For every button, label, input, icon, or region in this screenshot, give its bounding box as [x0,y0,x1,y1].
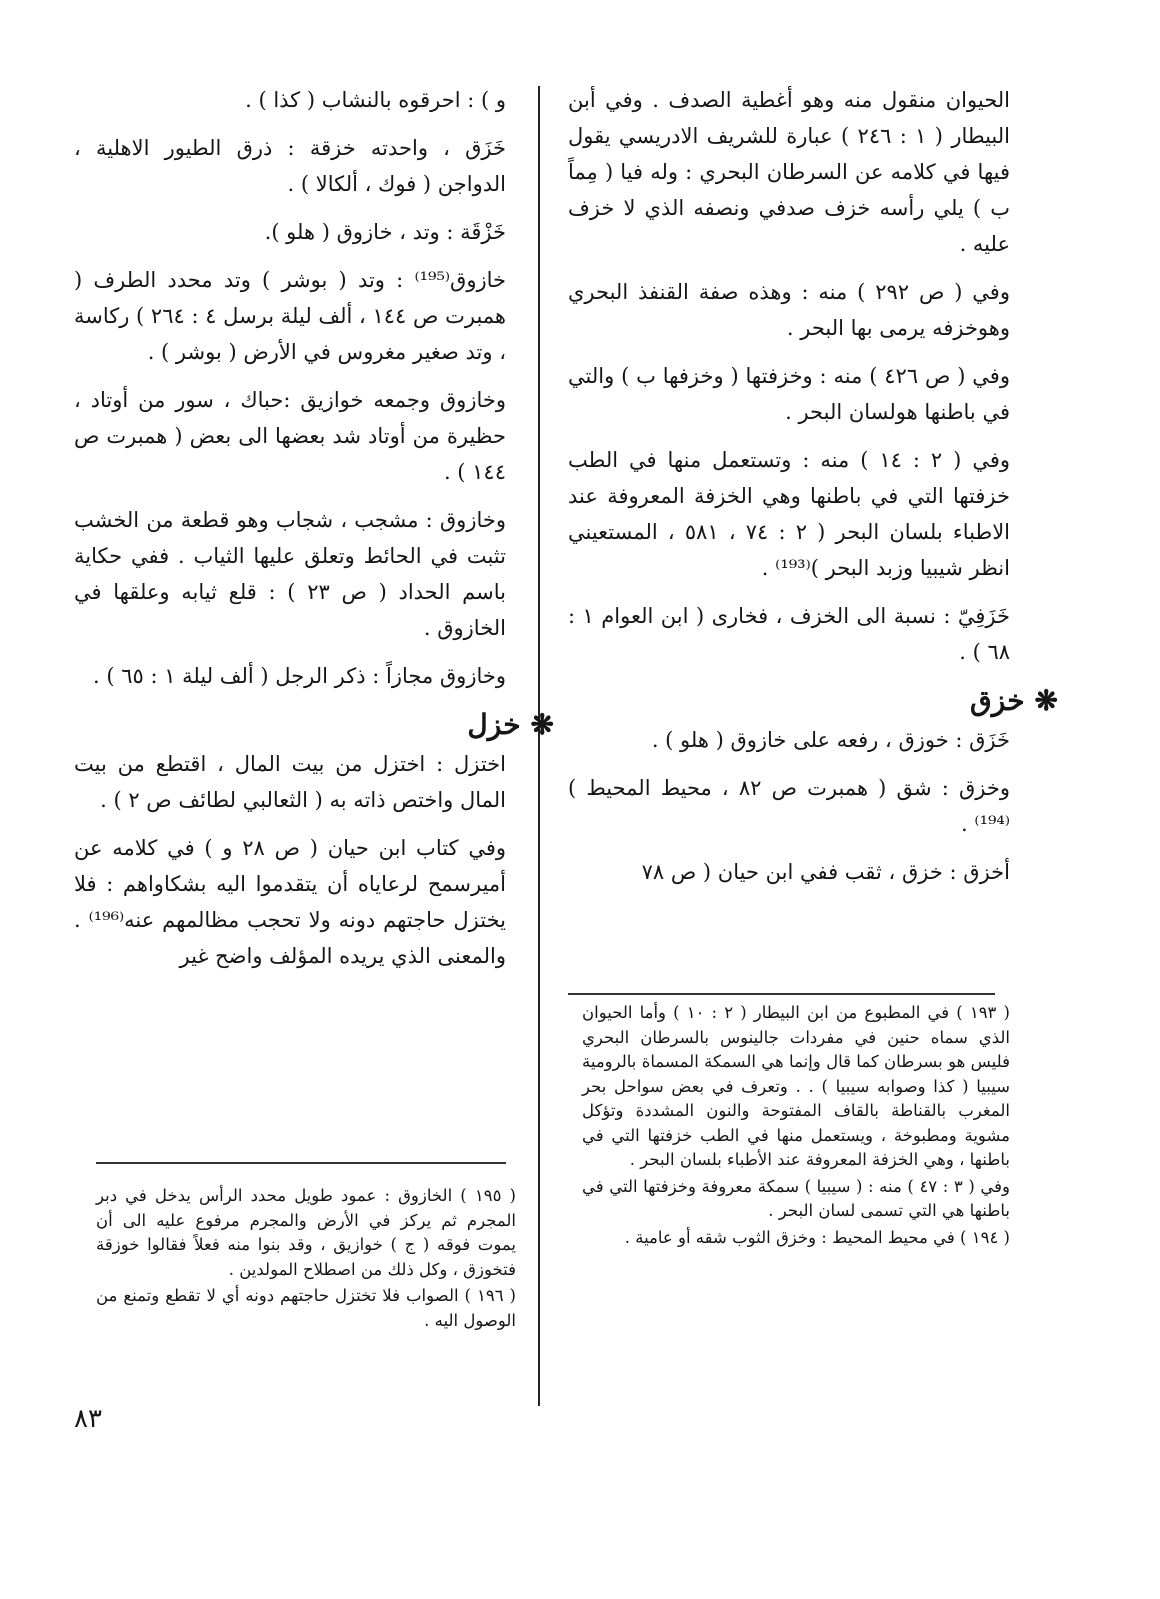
paragraph: خَزَق : خوزق ، رفعه على خازوق ( هلو ) . [651,728,1010,752]
page-number: ٨٣ [74,1404,102,1434]
footnote: ( ١٩٤ ) في محيط المحيط : وخزق الثوب شقه أو عامية . [624,1227,1010,1247]
right-column [568,82,1058,902]
star-ornament-icon: ❋ [1034,684,1058,717]
footnote-rule [568,993,995,995]
paragraph: الحيوان منقول منه وهو أغطية الصدف . وفي أبن البيطار ( ١ : ٢٤٦ ) عبارة للشريف الادريسي يقول فيها في كلامه عن السرطان البحري : وله فيا ( مِماً ب ) يلي رأسه خزف صدفي ونصفه الذي لا خزف عليه . [568,88,1010,256]
paragraph: اختزل : اختزل من بيت المال ، اقتطع من بيت المال واختص ذاته به ( الثعالبي لطائف ص ٢ ) . [74,752,506,812]
column-divider [538,86,540,1406]
paragraph: وخازوق وجمعه خوازيق :حباك ، سور من أوتاد ، حظيرة من أوتاد شد بعضها الى بعض ( همبرت ص ١٤٤ ) . [74,388,506,484]
footnote: ( ١٩٥ ) الخازوق : عمود طويل محدد الرأس يدخل في دبر المجرم ثم يركز في الأرض والمجرم مرفوع عليه الى أن يموت فوقه ( ج ) خوازيق ، وقد بنوا منه فعلاً فقالوا خوزقة فتخوزق ، وكل ذلك من اصطلاح المولدين . [96,1186,516,1279]
footnotes-right [582,1001,1010,1252]
paragraph: خازوق⁽¹⁹⁵⁾ : وتد ( بوشر ) وتد محدد الطرف ( همبرت ص ١٤٤ ، ألف ليلة برسل ٤ : ٢٦٤ ) ركاسة ، وتد صغير مغروس في الأرض ( بوشر ) . [73,268,506,364]
paragraph: و ) : احرقوه بالنشاب ( كذا ) . [245,88,506,112]
paragraph: وفي ( ٢ : ١٤ ) منه : وتستعمل منها في الطب خزفتها التي في باطنها وهي الخزفة المعروفة عند الاطباء بلسان البحر ( ٢ : ٧٤ ، ٥٨١ ، المستعيني انظر شيبيا وزبد البحر )⁽¹⁹³⁾ . [568,448,1011,580]
paragraph: وخازوق : مشجب ، شجاب وهو قطعة من الخشب تثبت في الحائط وتعلق عليها الثياب . ففي حكاية باسم الحداد ( ص ٢٣ ) : قلع ثيابه وعلقها في الخازوق . [74,508,506,640]
paragraph: خَزْقَة : وتد ، خازوق ( هلو ). [264,220,506,244]
left-column [73,82,554,986]
footnote: ( ١٩٣ ) في المطبوع من ابن البيطار ( ٢ : ١٠ ) وأما الحيوان الذي سماه حنين في مفردات جالينوس بالسرطان البحري فليس هو بسرطان كما قال وإنما هي السمكة المسماة بالرومية سيبيا ( كذا وصوابه سيبيا ) . . وتعرف في بعض سواحل بحر المغرب بالقناطة بالقاف المفتوحة والنون المشددة وتؤكل مشوية ومطبوخة ، ويستعمل منها في الطب خزفتها التي في باطنها ، وهي الخزفة المعروفة عند الأطباء بلسان البحر . [582,1003,1010,1169]
entry-heading-label: خزق [970,684,1025,717]
paragraph: وخزق : شق ( همبرت ص ٨٢ ، محيط المحيط )⁽¹⁹⁴⁾ . [568,776,1011,836]
footnote-rule [96,1162,506,1164]
footnote: وفي ( ٣ : ٤٧ ) منه : ( سيبيا ) سمكة معروفة وخزفتها التي في باطنها هي التي تسمى لسان البحر . [582,1176,1010,1220]
paragraph: وخازوق مجازاً : ذكر الرجل ( ألف ليلة ١ : ٦٥ ) . [92,664,506,688]
paragraph: خَزَفِيّ : نسبة الى الخزف ، فخارى ( ابن العوام ١ : ٦٨ ) . [568,604,1010,664]
footnote: ( ١٩٦ ) الصواب فلا تختزل حاجتهم دونه أي لا تقطع وتمنع من الوصول اليه . [96,1286,516,1330]
paragraph: وفي ( ص ٤٢٦ ) منه : وخزفتها ( وخزفها ب ) والتي في باطنها هولسان البحر . [568,364,1010,424]
entry-heading [74,706,554,744]
entry-heading [568,682,1058,720]
paragraph: أخزق : خزق ، ثقب ففي ابن حيان ( ص ٧٨ [641,860,1010,884]
entry-heading-label: خزل [467,708,521,741]
paragraph: وفي كتاب ابن حيان ( ص ٢٨ و ) في كلامه عن أميرسمح لرعاياه أن يتقدموا اليه بشكاواهم : فلا يختزل حاجتهم دونه ولا تحجب مظالمهم عنه⁽¹⁹⁶⁾ . والمعنى الذي يريده المؤلف واضح غير [74,836,506,968]
footnotes-left [96,1184,516,1335]
paragraph: خَزَق ، واحدته خزقة : ذرق الطيور الاهلية ، الدواجن ( فوك ، ألكالا ) . [74,136,506,196]
paragraph: وفي ( ص ٢٩٢ ) منه : وهذه صفة القنفذ البحري وهوخزفه يرمى بها البحر . [568,280,1010,340]
star-ornament-icon: ❋ [530,708,554,741]
